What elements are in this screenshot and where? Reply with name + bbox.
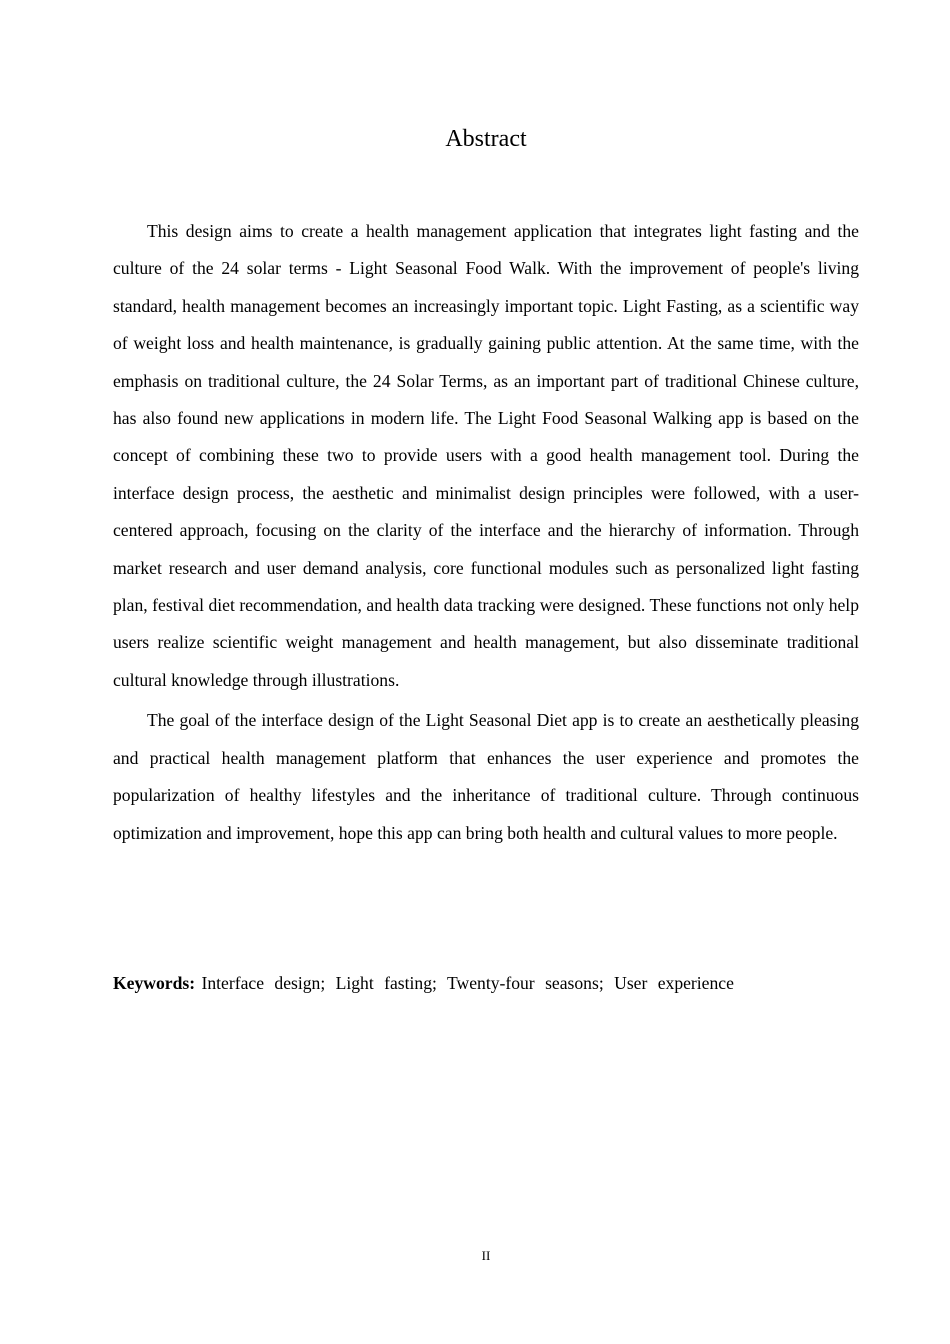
abstract-paragraph-1: This design aims to create a health management application that integrates light fasting and the culture of the 24 solar terms - Light Seasonal Food Walk. With the improvement of people's living standard, health management becomes an increasingly important topic. Light Fasting, as a scientific way of weight loss and health maintenance, is gradually gaining public attention. At the same time, with the emphasis on traditional culture, the 24 Solar Terms, as an important part of traditional Chinese culture, has also found new applications in modern life. The Light Food Seasonal Walking app is based on the concept of combining these two to provide users with a good health management tool. During the interface design process, the aesthetic and minimalist design principles were followed, with a user-centered approach, focusing on the clarity of the interface and the hierarchy of information. Through market research and user demand analysis, core functional modules such as personalized light fasting plan, festival diet recommendation, and health data tracking were designed. These functions not only help users realize scientific weight management and health management, but also disseminate traditional cultural knowledge through illustrations. <box>113 221 859 690</box>
keywords-label: Keywords: <box>113 973 196 993</box>
abstract-paragraph-2: The goal of the interface design of the Light Seasonal Diet app is to create an aesthetically pleasing and practical health management platform that enhances the user experience and promotes the popularization of healthy lifestyles and the inheritance of traditional culture. Through continuous optimization and improvement, hope this app can bring both health and cultural values to more people. <box>113 710 859 843</box>
keywords-line <box>113 966 734 1000</box>
page-number: II <box>481 1248 491 1263</box>
abstract-body <box>113 213 859 852</box>
keywords-value: Interface design; Light fasting; Twenty-four seasons; User experience <box>201 973 734 993</box>
abstract-title: Abstract <box>445 126 527 152</box>
